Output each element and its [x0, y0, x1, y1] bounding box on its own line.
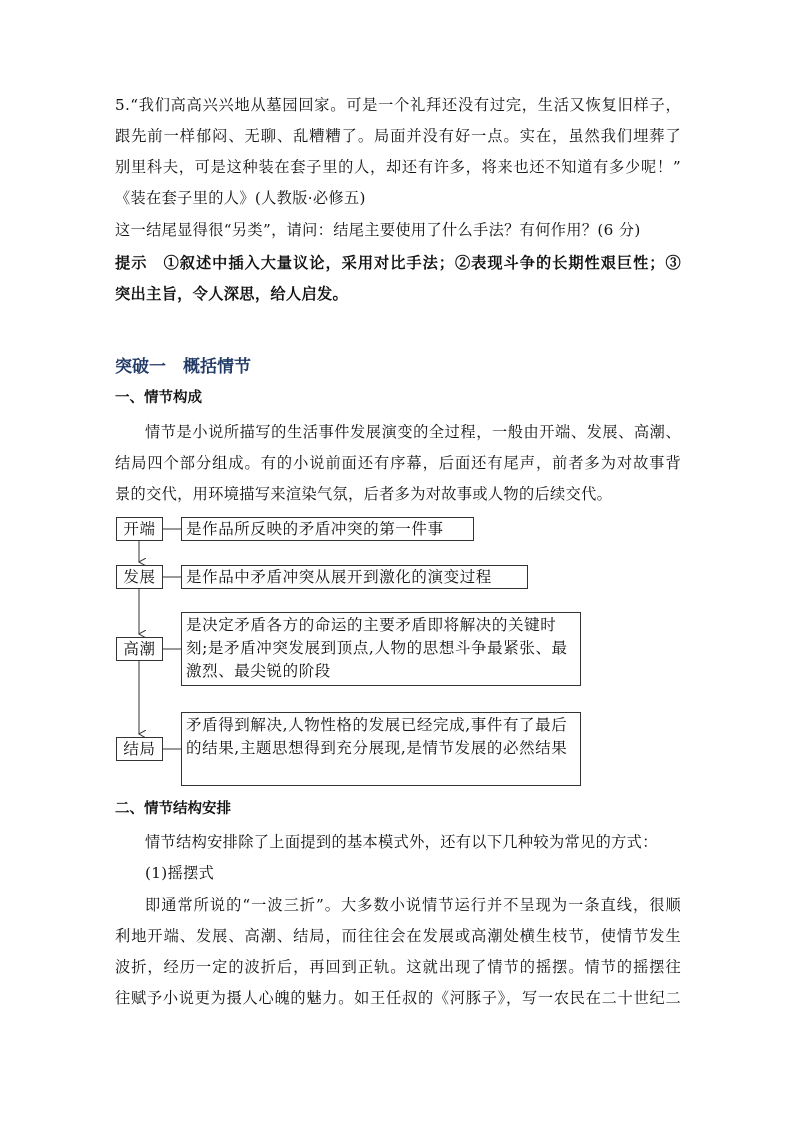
question-line-3: 别里科夫，可是这种装在套子里的人，却还有许多，将来也还不知道有多少呢！” — [115, 158, 681, 176]
para2-line-2: 利地开端、发展、高潮、结局，而往往会在发展或高潮处横生枝节，使情节发生 — [115, 927, 681, 945]
hint-line-2: 突出主旨，令人深思，给人启发。 — [115, 285, 349, 303]
para1-line-1: 情节是小说所描写的生活事件发展演变的全过程，一般由开端、发展、高潮、 — [145, 423, 681, 441]
stage-box-development: 发展 — [116, 565, 163, 589]
para2-line-3: 波折，经历一定的波折后，再回到正轨。这就出现了情节的摇摆。情节的摇摆往 — [115, 958, 681, 976]
question-source: 《装在套子里的人》(人教版·必修五) — [115, 189, 366, 207]
desc-box-ending: 矛盾得到解决,人物性格的发展已经完成,事件有了最后的结果,主题思想得到充分展现,是情节发展的必然结果 — [181, 712, 581, 786]
section-title: 突破一 概括情节 — [115, 357, 251, 377]
subsection-title-plot-composition: 一、情节构成 — [115, 390, 202, 406]
desc-box-start: 是作品所反映的矛盾冲突的第一件事 — [181, 517, 474, 541]
stage-box-ending: 结局 — [116, 737, 163, 761]
question-line-2: 跟先前一样郁闷、无聊、乱糟糟了。局面并没有好一点。实在，虽然我们埋葬了 — [115, 127, 681, 145]
stage-box-climax: 高潮 — [116, 637, 163, 661]
desc-box-development: 是作品中矛盾冲突从展开到激化的演变过程 — [181, 565, 528, 589]
para1-line-3: 景的交代，用环境描写来渲染气氛，后者多为对故事或人物的后续交代。 — [115, 485, 613, 503]
para1-line-2: 结局四个部分组成。有的小说前面还有序幕，后面还有尾声，前者多为对故事背 — [115, 454, 681, 472]
section2-intro: 情节结构安排除了上面提到的基本模式外，还有以下几种较为常见的方式： — [145, 833, 658, 851]
item-swing-style: (1)摇摆式 — [145, 864, 215, 882]
question-prompt: 这一结尾显得很“另类”，请问：结尾主要使用了什么手法？有何作用？(6 分) — [115, 221, 641, 239]
subsection-title-plot-structure: 二、情节结构安排 — [115, 801, 231, 817]
question-line-1: 5.“我们高高兴兴地从墓园回家。可是一个礼拜还没有过完，生活又恢复旧样子， — [115, 96, 681, 114]
stage-box-start: 开端 — [116, 517, 163, 541]
para2-line-1: 即通常所说的“一波三折”。大多数小说情节运行并不呈现为一条直线，很顺 — [145, 896, 681, 914]
para2-line-4: 往赋予小说更为摄人心魄的魅力。如王任叔的《河豚子》，写一农民在二十世纪二 — [115, 989, 681, 1007]
desc-box-climax: 是决定矛盾各方的命运的主要矛盾即将解决的关键时刻;是矛盾冲突发展到顶点,人物的思想斗争最紧张、最激烈、最尖锐的阶段 — [181, 612, 581, 686]
hint-line-1: 提示 ①叙述中插入大量议论，采用对比手法；②表现斗争的长期性艰巨性；③ — [115, 254, 681, 272]
